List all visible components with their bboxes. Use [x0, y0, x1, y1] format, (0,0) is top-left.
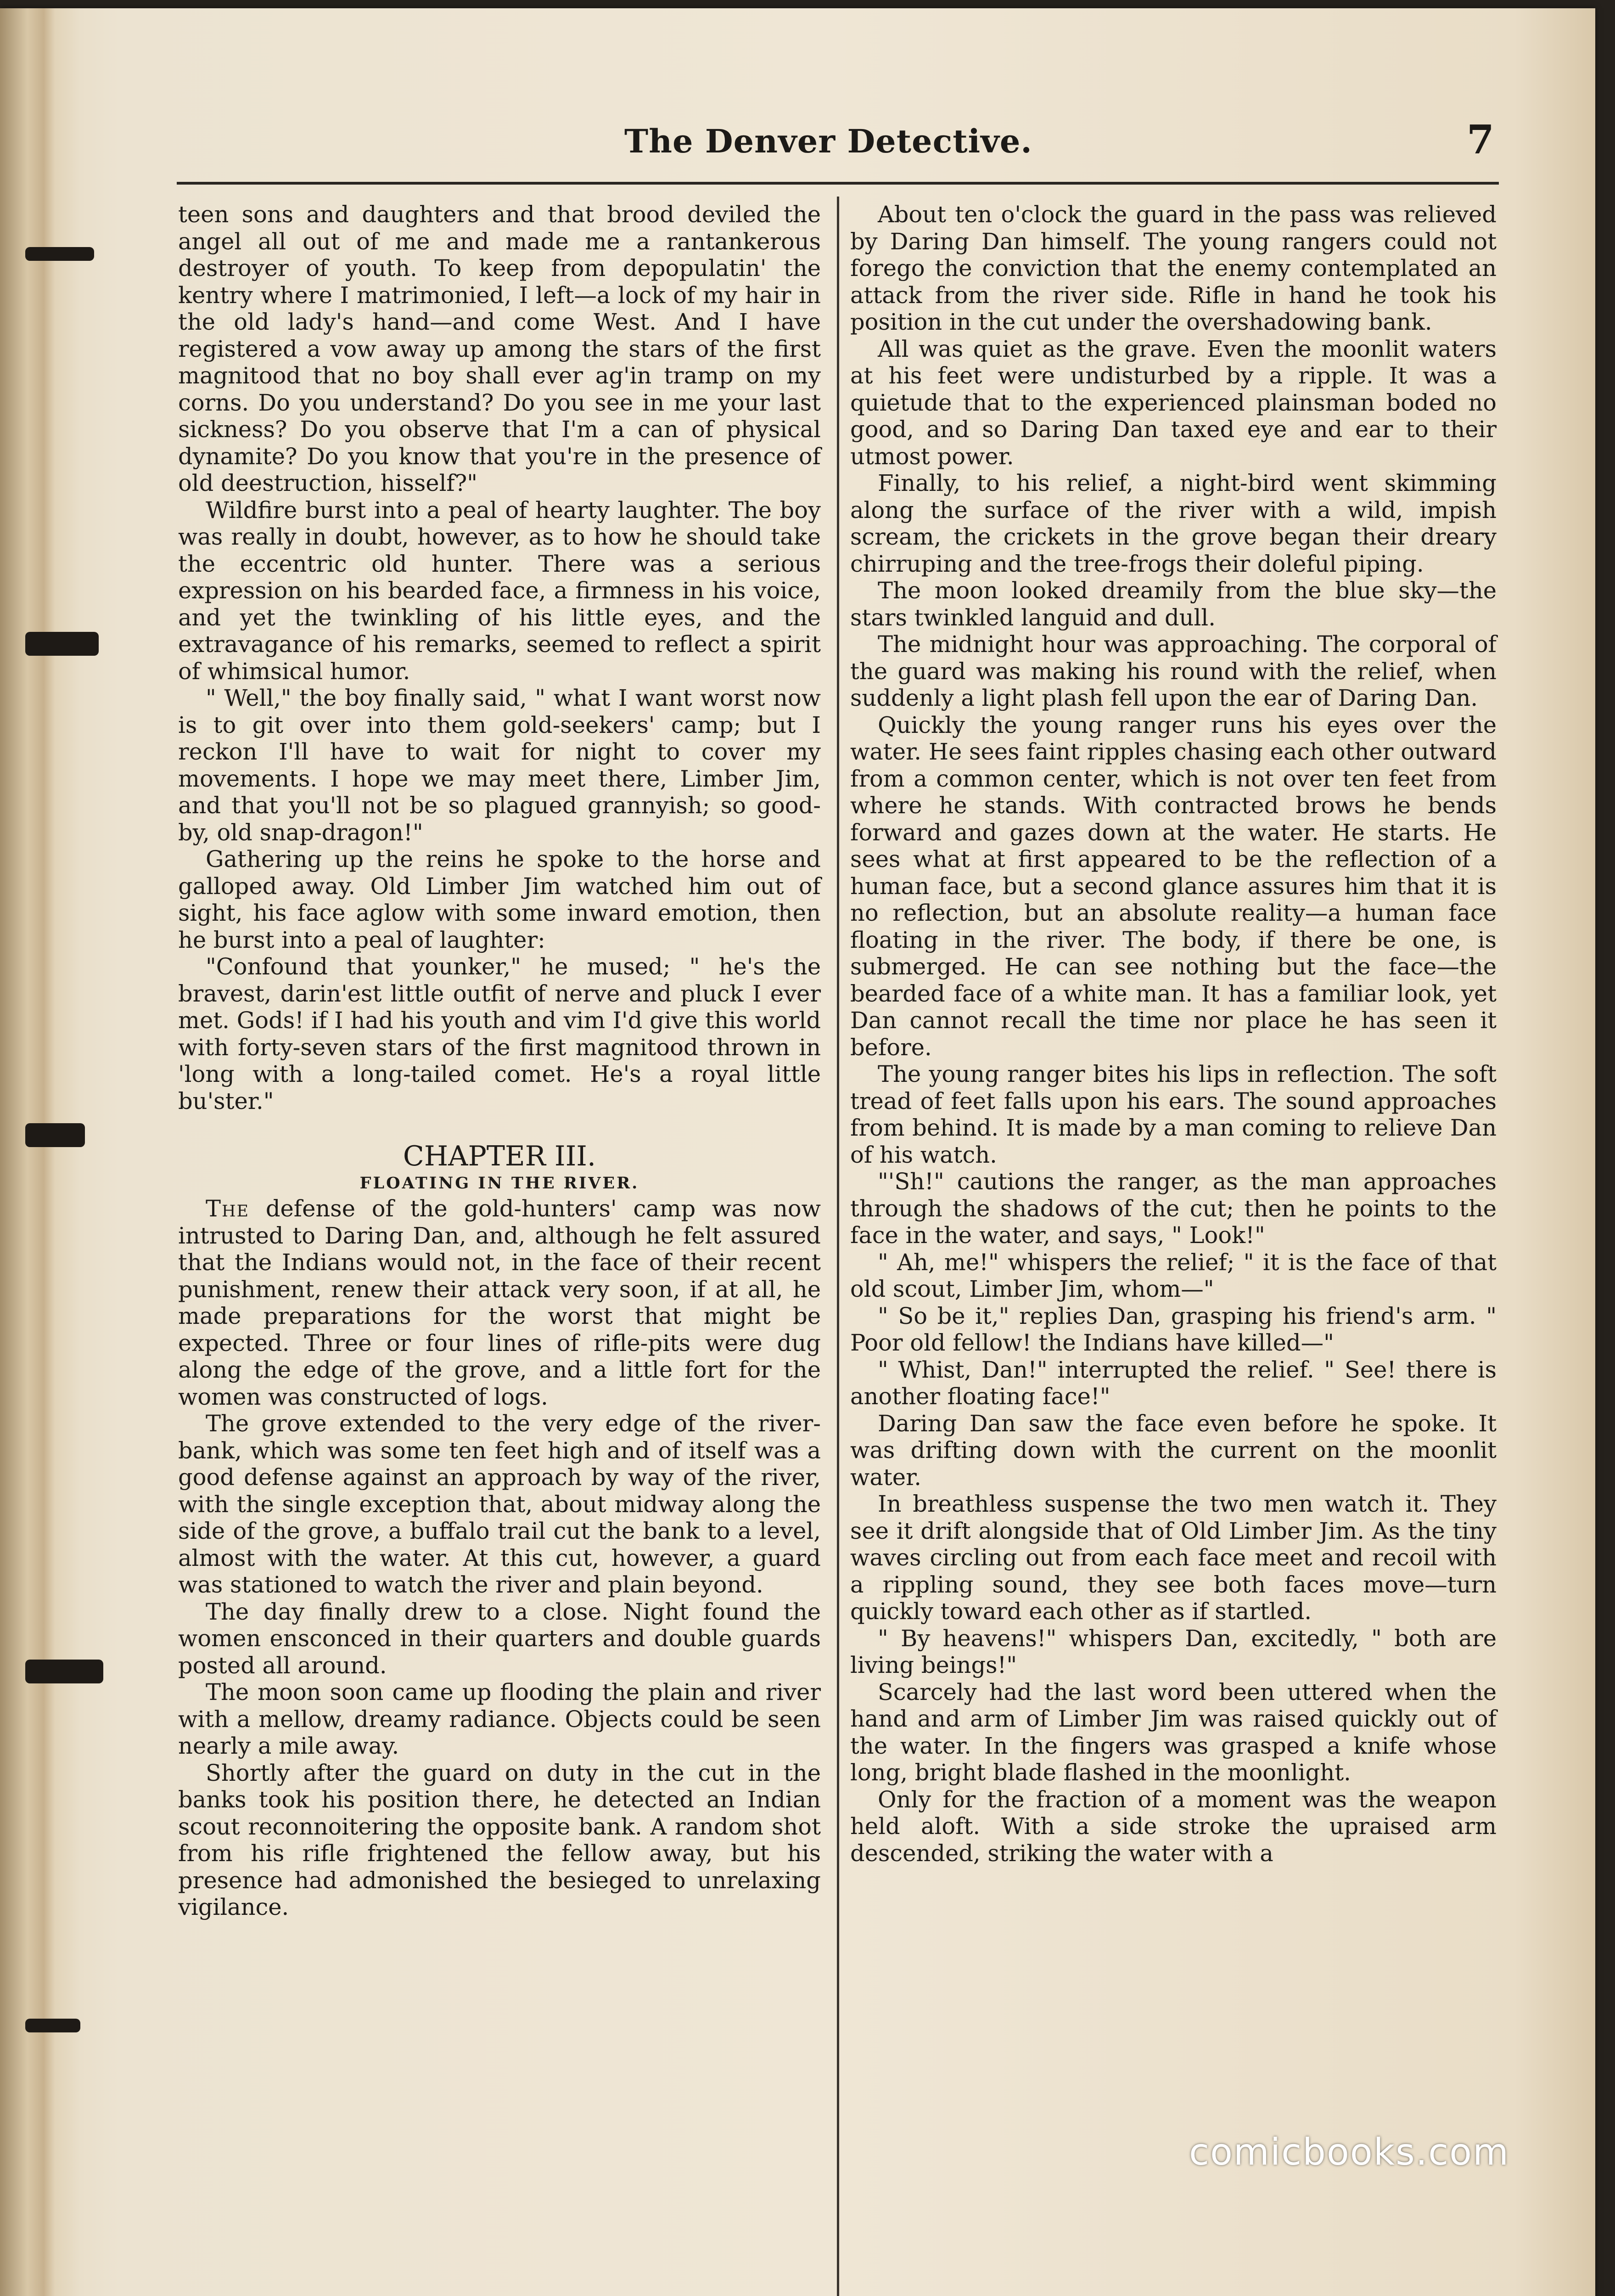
paragraph: Gathering up the reins he spoke to the horse and galloped away. Old Limber Jim watched him out of sight, his face aglow with some inward emotion, then he burst into a peal of laughter: — [178, 846, 821, 953]
binding-stitch — [25, 632, 99, 656]
paragraph: Only for the fraction of a moment was the weapon held aloft. With a side stroke the upraised arm descended, striking the water with a — [850, 1786, 1497, 1867]
paragraph: " Whist, Dan!" interrupted the relief. " See! there is another floating face!" — [850, 1356, 1497, 1410]
page-number: 7 — [1467, 117, 1494, 163]
paragraph: The day finally drew to a close. Night found the women ensconced in their quarters and double guards posted all around. — [178, 1598, 821, 1679]
column-divider — [837, 197, 839, 2296]
paragraph: "'Sh!" cautions the ranger, as the man approaches through the shadows of the cut; then he points to the face in the water, and says, " Look!" — [850, 1168, 1497, 1249]
chapter-subtitle: FLOATING IN THE RIVER. — [359, 1174, 639, 1193]
paragraph-lead-word: The — [206, 1195, 250, 1222]
paragraph: Wildfire burst into a peal of hearty laughter. The boy was really in doubt, however, as to how he should take the eccentric old hunter. There was a serious expression on his bearded face, a firmness in his voice, and yet the twinkling of his little eyes, and the extravagance of his remarks, seemed to reflect a spirit of whimsical humor. — [178, 496, 821, 685]
left-column — [178, 201, 821, 1921]
paragraph: "Confound that younker," he mused; " he's the bravest, darin'est little outfit of nerve and pluck I ever met. Gods! if I had his youth and vim I'd give this world with forty-seven stars of the first magnitood thrown in 'long with a long-tailed comet. He's a royal little bu'ster." — [178, 953, 821, 1114]
paragraph: The grove extended to the very edge of the river-bank, which was some ten feet high and of itself was a good defense against an approach by way of the river, with the single exception that, about midway along the side of the grove, a buffalo trail cut the bank to a level, almost with the water. At this cut, however, a guard was stationed to watch the river and plain beyond. — [178, 1410, 821, 1598]
paragraph-body: defense of the gold-hunters' camp was now intrusted to Daring Dan, and, although he felt assured that the Indians would not, in the face of their recent punishment, renew their attack very soon, if at all, he made preparations for the worst that might be expected. Three or four lines of rifle-pits were dug along the edge of the grove, and a little fort for the women was constructed of logs. — [178, 1195, 821, 1410]
page-header-title: The Denver Detective. — [624, 122, 1032, 160]
paragraph: Shortly after the guard on duty in the cut in the banks took his position there, he detected an Indian scout reconnoitering the opposite bank. A random shot from his rifle frightened the fellow away, but his presence had admonished the besieged to unrelaxing vigilance. — [178, 1759, 821, 1920]
binding-stitch — [25, 1123, 85, 1147]
binding-stitch — [25, 2019, 80, 2032]
paragraph: The moon soon came up flooding the plain and river with a mellow, dreamy radiance. Objects could be seen nearly a mile away. — [178, 1679, 821, 1759]
paragraph: The moon looked dreamily from the blue sky—the stars twinkled languid and dull. — [850, 577, 1497, 631]
paragraph: The young ranger bites his lips in reflection. The soft tread of feet falls upon his ears. The sound approaches from behind. It is made by a man coming to relieve Dan of his watch. — [850, 1061, 1497, 1168]
chapter-heading: CHAPTER III. — [403, 1140, 596, 1172]
paragraph: " So be it," replies Dan, grasping his friend's arm. " Poor old fellow! the Indians have killed—" — [850, 1302, 1497, 1356]
paragraph: Daring Dan saw the face even before he spoke. It was drifting down with the current on the moonlit water. — [850, 1410, 1497, 1491]
paragraph: " Well," the boy finally said, " what I want worst now is to git over into them gold-seekers' camp; but I reckon I'll have to wait for night to cover my movements. I hope we may meet there, Limber Jim, and that you'll not be so plagued grannyish; so good-by, old snap-dragon!" — [178, 685, 821, 846]
watermark-logo: comicbooks.com — [1189, 2131, 1510, 2173]
binding-stitch — [25, 247, 94, 261]
right-column — [850, 201, 1497, 1867]
paragraph: Scarcely had the last word been uttered when the hand and arm of Limber Jim was raised quickly out of the water. In the fingers was grasped a knife whose long, bright blade flashed in the moonlight. — [850, 1678, 1497, 1786]
paragraph: All was quiet as the grave. Even the moonlit waters at his feet were undisturbed by a ripple. It was a quietude that to the experienced plainsman boded no good, and so Daring Dan taxed eye and ear to their utmost power. — [850, 335, 1497, 470]
header-divider — [177, 182, 1499, 185]
paragraph: Quickly the young ranger runs his eyes over the water. He sees faint ripples chasing each other outward from a common center, which is not over ten feet from where he stands. With contracted brows he bends forward and gazes down at the water. He starts. He sees what at first appeared to be the reflection of a human face, but a second glance assures him that it is no reflection, but an absolute reality—a human face floating in the river. The body, if there be one, is submerged. He can see nothing but the face—the bearded face of a white man. It has a familiar look, yet Dan cannot recall the time nor place he has seen it before. — [850, 711, 1497, 1061]
paragraph — [178, 1195, 821, 1410]
binding-stitch — [25, 1660, 103, 1683]
page-spine — [0, 8, 80, 2296]
paragraph: " Ah, me!" whispers the relief; " it is the face of that old scout, Limber Jim, whom—" — [850, 1249, 1497, 1302]
paragraph: In breathless suspense the two men watch it. They see it drift alongside that of Old Limber Jim. As the tiny waves circling out from each face meet and recoil with a rippling sound, they see both faces move—turn quickly toward each other as if startled. — [850, 1491, 1497, 1625]
paragraph: About ten o'clock the guard in the pass was relieved by Daring Dan himself. The young rangers could not forego the conviction that the enemy contemplated an attack from the river side. Rifle in hand he took his position in the cut under the overshadowing bank. — [850, 201, 1497, 335]
paragraph: " By heavens!" whispers Dan, excitedly, " both are living beings!" — [850, 1625, 1497, 1678]
paragraph: The midnight hour was approaching. The corporal of the guard was making his round with the relief, when suddenly a light plash fell upon the ear of Daring Dan. — [850, 631, 1497, 711]
paragraph: Finally, to his relief, a night-bird went skimming along the surface of the river with a wild, impish scream, the crickets in the grove began their dreary chirruping and the tree-frogs their doleful piping. — [850, 470, 1497, 577]
newspaper-page — [0, 8, 1595, 2296]
paragraph: teen sons and daughters and that brood deviled the angel all out of me and made me a rantankerous destroyer of youth. To keep from depopulatin' the kentry where I matrimonied, I left—a lock of my hair in the old lady's hand—and come West. And I have registered a vow away up among the stars of the first magnitood that no boy shall ever ag'in tramp on my corns. Do you understand? Do you see in me your last sickness? Do you observe that I'm a can of physical dynamite? Do you know that you're in the presence of old deestruction, hisself?" — [178, 201, 821, 496]
